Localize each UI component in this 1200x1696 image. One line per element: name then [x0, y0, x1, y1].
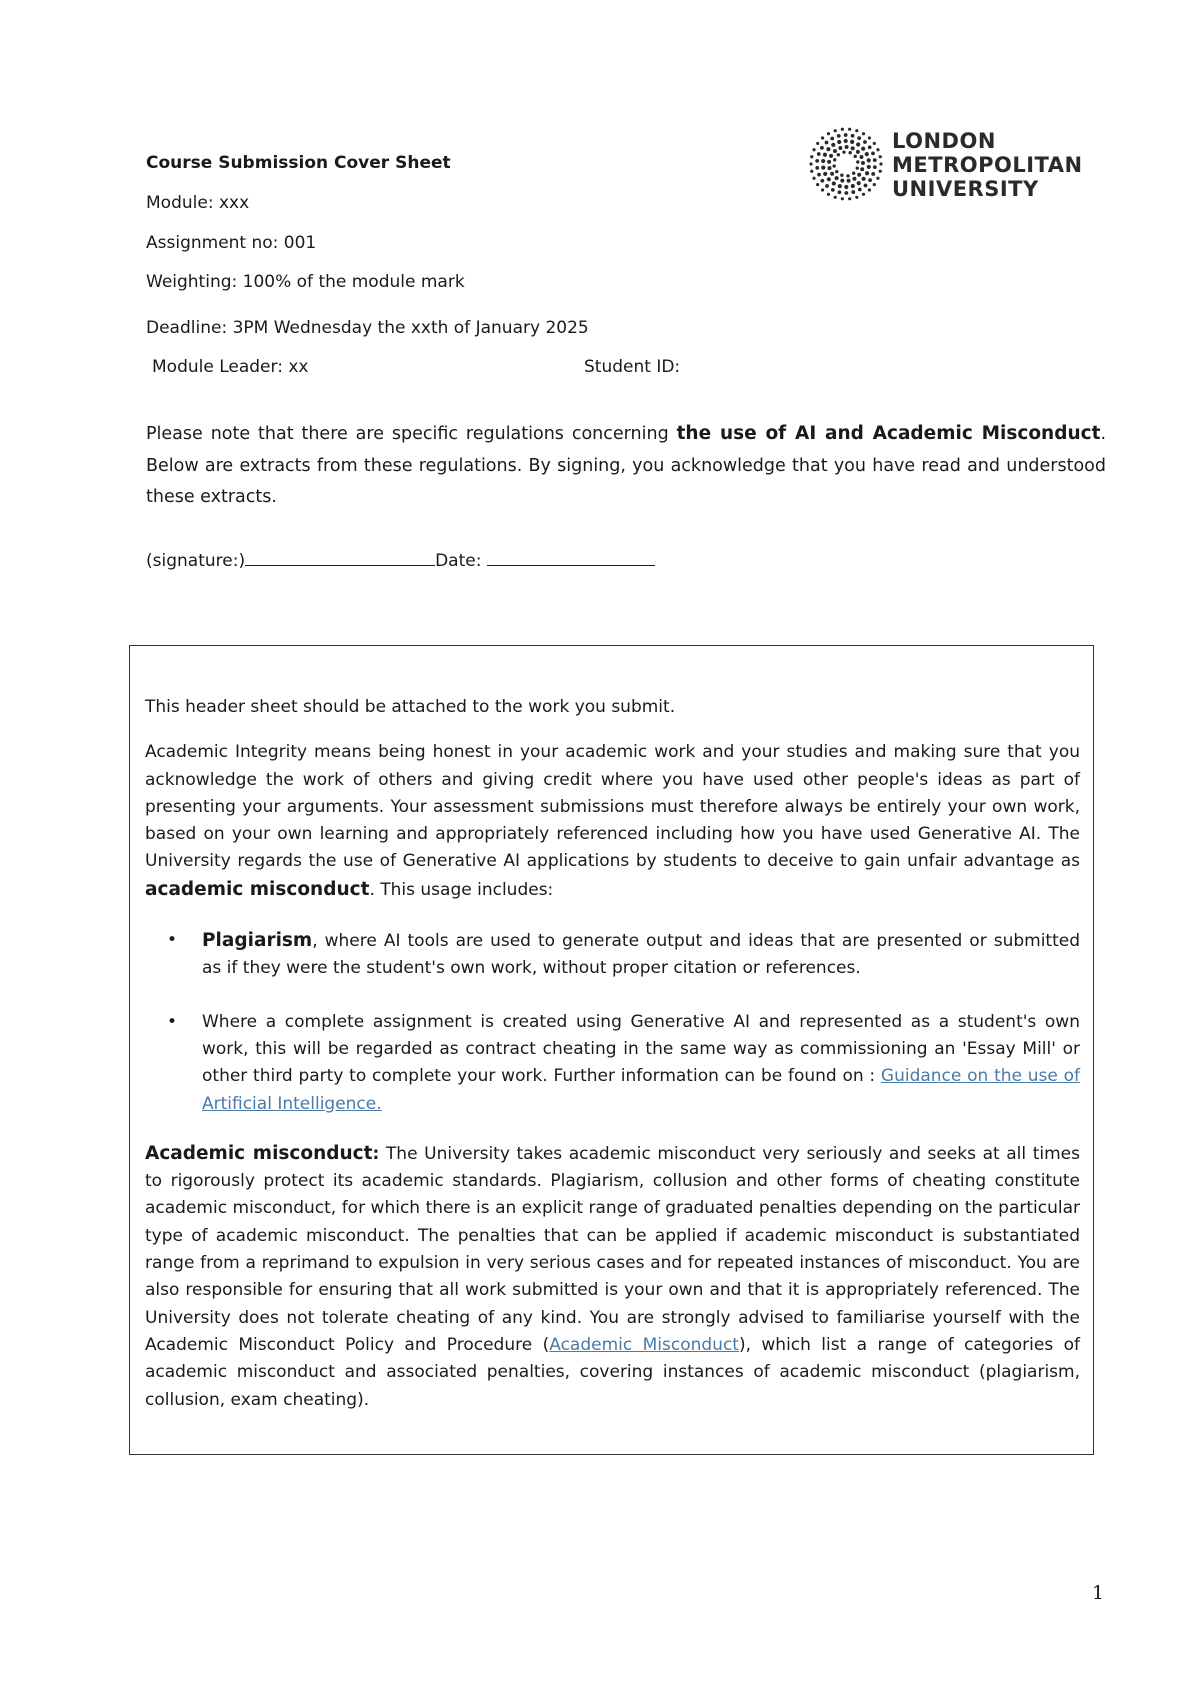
logo-dot — [862, 132, 865, 135]
academic-misconduct-link[interactable]: Academic Misconduct — [549, 1334, 739, 1355]
logo-dot — [861, 161, 865, 165]
logo-dot — [867, 165, 871, 169]
logo-dot — [855, 196, 858, 199]
logo-dot — [851, 134, 855, 138]
logo-dot — [838, 146, 842, 150]
logo-dot — [844, 133, 848, 137]
bullet-icon: • — [167, 930, 178, 951]
contract-cheating-text: Where a complete assignment is created using Generative AI and represented as a student's own work, this will be regarded as contract cheating in the same way as commissioning an 'Essay Mill' or other third party to complete your work. Further information can be found on : — [202, 1011, 1080, 1087]
logo-dot — [821, 136, 824, 139]
module-line: Module: xxx — [146, 193, 250, 213]
logo-dot — [823, 153, 827, 157]
logo-dot — [856, 150, 860, 154]
regulations-intro — [146, 418, 1106, 514]
logo-dot — [871, 172, 875, 176]
logo-dot — [827, 193, 830, 196]
logo-dot — [858, 188, 862, 192]
integrity-text: Academic Integrity means being honest in your academic work and your studies and making sure that you acknowledge the work of others and giving credit where you have used other people's ideas as part of presenting your arguments. Your assessment submissions must therefore always be entirely your own work, based on your own learning and appropriately referenced including how you have used Generative AI. The University regards the use of Generative AI applications by students to deceive to gain unfair advantage as — [145, 742, 1080, 872]
logo-dot — [830, 137, 834, 141]
logo-dot — [848, 128, 851, 131]
logo-dot — [841, 197, 844, 200]
logo-dot — [855, 129, 858, 132]
logo-line-3: UNIVERSITY — [892, 177, 1039, 201]
logo-dot — [829, 154, 833, 158]
logo-wordmark — [892, 129, 1083, 201]
list-item — [145, 927, 1080, 983]
logo-dot — [825, 184, 829, 188]
logo-dot — [868, 178, 872, 182]
logo-dot — [835, 176, 839, 180]
logo-dot — [848, 151, 851, 154]
logo-dot — [857, 173, 861, 177]
logo-dot — [832, 181, 836, 185]
logo-dot — [851, 184, 855, 188]
logo-dot — [861, 147, 865, 151]
logo-dot — [821, 188, 824, 191]
logo-dot — [833, 149, 837, 153]
logo-dot — [857, 181, 861, 185]
logo-dot — [876, 177, 879, 180]
logo-dot — [873, 158, 877, 162]
university-logo — [808, 126, 1108, 206]
logo-dot — [852, 172, 855, 175]
logo-dot — [844, 139, 848, 143]
logo-dot — [837, 134, 841, 138]
logo-dot — [873, 165, 877, 169]
logo-dot — [809, 162, 812, 165]
logo-dot — [838, 190, 842, 194]
logo-dot — [827, 177, 831, 181]
ai-guidance-link[interactable]: Guidance on the use of Artificial Intelligence. — [202, 1066, 1080, 1114]
logo-dot — [842, 150, 845, 153]
logo-line-2: METROPOLITAN — [892, 153, 1083, 177]
logo-dot — [864, 184, 868, 188]
logo-dot — [860, 167, 864, 171]
logo-dot — [856, 160, 859, 163]
logo-dot — [823, 172, 827, 176]
logo-dot — [879, 162, 882, 165]
logo-dot — [840, 174, 843, 177]
weighting-line: Weighting: 100% of the module mark — [146, 272, 465, 292]
logo-line-1: LONDON — [892, 129, 996, 153]
deadline-line: Deadline: 3PM Wednesday the xxth of January 2025 — [146, 318, 589, 338]
logo-dot — [865, 171, 869, 175]
logo-dot — [856, 142, 860, 146]
logo-dot — [817, 173, 821, 177]
logo-dot — [856, 166, 859, 169]
logo-dot — [834, 129, 837, 132]
logo-dot — [851, 190, 855, 194]
logo-dot — [852, 177, 856, 181]
logo-dot — [816, 183, 819, 186]
logo-dot — [841, 128, 844, 131]
integrity-bold-text: academic misconduct — [145, 878, 370, 900]
dotted-circle-logo-icon — [808, 126, 884, 202]
regulations-box-content — [145, 694, 1080, 1414]
logo-dot — [844, 191, 848, 195]
logo-dot — [834, 196, 837, 199]
signature-label: (signature:) — [146, 551, 246, 571]
logo-dot — [859, 155, 863, 159]
logo-dot — [835, 170, 838, 173]
logo-dot — [857, 136, 861, 140]
list-item — [145, 1009, 1080, 1118]
logo-dot — [820, 179, 824, 183]
assignment-line: Assignment no: 001 — [146, 233, 317, 253]
logo-dot — [820, 146, 824, 150]
logo-dot — [837, 153, 840, 156]
plagiarism-term: Plagiarism — [202, 930, 313, 952]
logo-dot — [828, 166, 832, 170]
logo-dot — [844, 185, 848, 189]
logo-dot — [845, 145, 849, 149]
plagiarism-text: , where AI tools are used to generate output and ideas that are presented or submitted as if they were the student's own work, without proper citation or references. — [202, 931, 1080, 979]
logo-dot — [812, 177, 815, 180]
logo-dot — [851, 146, 855, 150]
logo-dot — [810, 170, 813, 173]
logo-dot — [838, 184, 842, 188]
logo-dot — [865, 152, 869, 156]
logo-dot — [868, 145, 872, 149]
logo-dot — [871, 151, 875, 155]
misconduct-text: The University takes academic misconduct very seriously and seeks at all times to rigorously protect its academic standards. Plagiarism, collusion and other forms of cheating constitute academic misconduct, for which there is an explicit range of graduated penalties depending on the particular type of academic misconduct. The penalties that can be applied if academic misconduct is substantiated range from a reprimand to expulsion in very serious cases and for repeated instances of misconduct. You are also responsible for ensuring that all work submitted is your own and that it is appropriately referenced. The University does not tolerate cheating of any kind. You are strongly advised to familiarise yourself with the Academic Misconduct Policy and Procedure ( — [145, 1143, 1080, 1355]
misconduct-paragraph — [145, 1140, 1080, 1414]
logo-dot — [876, 148, 879, 151]
logo-dot — [840, 179, 844, 183]
logo-dot — [831, 143, 835, 147]
logo-dot — [873, 183, 876, 186]
logo-dot — [873, 142, 876, 145]
logo-dot — [826, 147, 830, 151]
logo-dot — [817, 152, 821, 156]
logo-dot — [867, 158, 871, 162]
misconduct-colon: : — [372, 1143, 380, 1164]
regulations-box — [129, 645, 1094, 1455]
intro-bold-text: the use of AI and Academic Misconduct — [676, 423, 1101, 444]
signature-field[interactable] — [245, 548, 435, 566]
logo-dot — [830, 172, 834, 176]
logo-dot — [868, 136, 871, 139]
page-number: 1 — [1092, 1582, 1105, 1604]
misconduct-heading: Academic misconduct — [145, 1142, 373, 1164]
date-field[interactable] — [487, 548, 655, 566]
logo-dot — [815, 159, 819, 163]
page-title: Course Submission Cover Sheet — [146, 153, 451, 173]
logo-dot — [816, 142, 819, 145]
logo-dot — [832, 164, 835, 167]
logo-dot — [879, 155, 882, 158]
logo-dot — [821, 165, 825, 169]
ai-usage-list — [145, 927, 1080, 1118]
integrity-text-end: . This usage includes: — [369, 879, 554, 900]
logo-dot — [846, 174, 849, 177]
logo-dot — [837, 140, 841, 144]
logo-dot — [831, 188, 835, 192]
logo-dot — [825, 141, 829, 145]
logo-dot — [854, 155, 857, 158]
logo-dot — [821, 159, 825, 163]
logo-dot — [815, 166, 819, 170]
logo-dot — [863, 140, 867, 144]
logo-dot — [827, 160, 831, 164]
logo-dot — [833, 158, 836, 161]
logo-dot — [862, 193, 865, 196]
logo-dot — [868, 188, 871, 191]
integrity-paragraph — [145, 739, 1080, 904]
logo-dot — [848, 197, 851, 200]
bullet-icon: • — [167, 1011, 178, 1032]
logo-dot — [810, 155, 813, 158]
intro-text-end: . Below are extracts from these regulations. By signing, you acknowledge that you have read and understood these extracts. — [146, 424, 1107, 507]
logo-dot — [827, 132, 830, 135]
logo-dot — [812, 148, 815, 151]
logo-dot — [850, 140, 854, 144]
logo-dot — [879, 170, 882, 173]
logo-dot — [847, 179, 851, 183]
misconduct-text-end: ), which list a range of categories of academic misconduct and associated penalties, covering instances of academic misconduct (plagiarism, collusion, exam cheating). — [145, 1334, 1080, 1410]
signature-line — [146, 548, 655, 571]
intro-text: Please note that there are specific regulations concerning — [146, 424, 677, 444]
logo-dot — [861, 177, 865, 181]
student-id-line: Student ID: — [584, 357, 681, 377]
date-label: Date: — [435, 551, 482, 571]
module-leader-line: Module Leader: xx — [152, 357, 309, 377]
attach-note: This header sheet should be attached to the work you submit. — [145, 697, 676, 717]
